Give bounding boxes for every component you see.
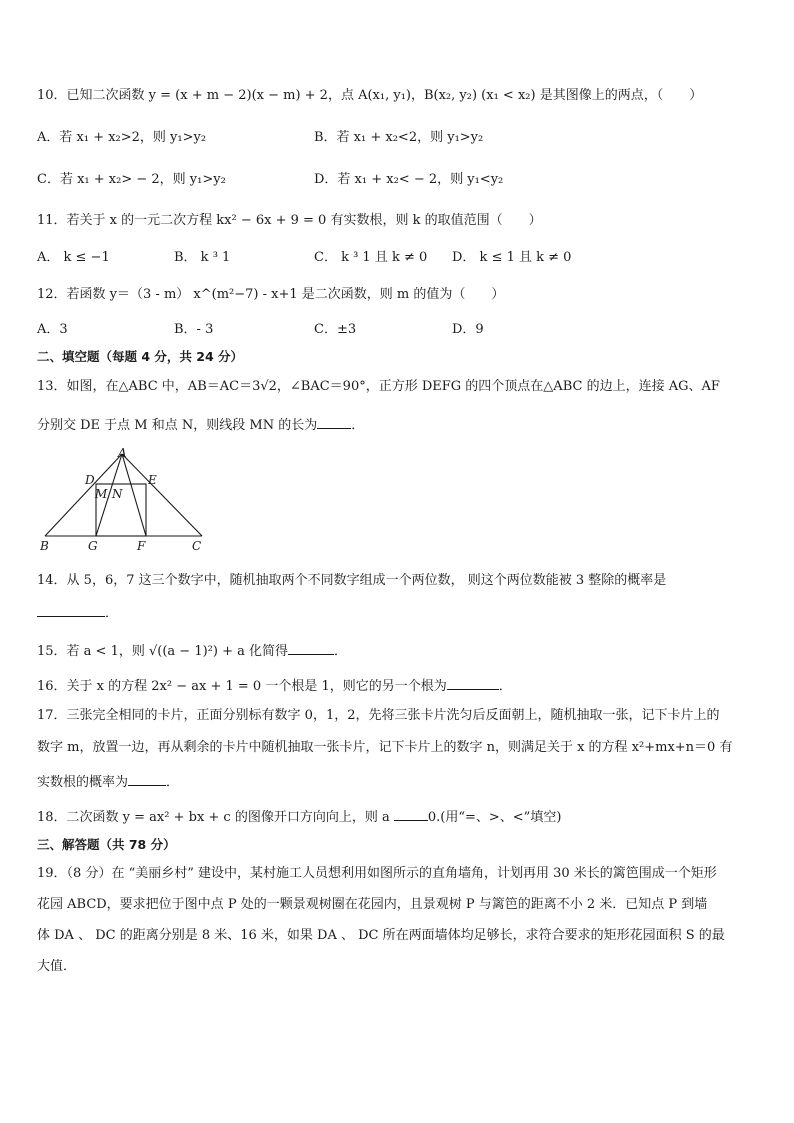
- q10-option-c: C．若 x₁ + x₂> − 2，则 y₁>y₂: [37, 172, 226, 187]
- label-f: F: [137, 539, 146, 553]
- q12-stem: 12．若函数 y＝（3 - m） x^(m²−7) - x+1 是二次函数，则 m 的值为（ ）: [37, 287, 505, 302]
- q18-line: [37, 806, 764, 828]
- label-a: A: [118, 446, 127, 460]
- q16-text: 16．关于 x 的方程 2x² − ax + 1 = 0 一个根是 1，则它的另一个根为: [37, 679, 447, 694]
- q13-end: ．: [351, 418, 365, 433]
- q16-end: ．: [498, 679, 512, 694]
- q18-answer-blank[interactable]: [394, 806, 428, 821]
- label-g: G: [88, 539, 98, 553]
- q15-answer-blank[interactable]: [288, 640, 334, 655]
- q11-option-d: D． k ≤ 1 且 k ≠ 0: [452, 250, 572, 265]
- q13-answer-blank[interactable]: [317, 414, 351, 429]
- q18-end: 0.(用“=、>、<”填空): [427, 810, 562, 825]
- label-d: D: [85, 473, 95, 487]
- q16-line: [37, 675, 764, 697]
- q17-end: ．: [166, 775, 180, 790]
- q14-line-2: [37, 602, 764, 624]
- q12-option-d: D．9: [452, 322, 484, 337]
- q12-option-a: A．3: [37, 322, 68, 337]
- q15-line: [37, 640, 764, 662]
- q17-line-1: 17．三张完全相同的卡片，正面分别标有数字 0，1，2，先将三张卡片洗匀后反面朝上，随机抽取一张，记下卡片上的: [37, 708, 720, 723]
- q17-line-3: [37, 771, 764, 793]
- label-m: M: [95, 487, 108, 501]
- q10-stem: 10．已知二次函数 y = (x + m − 2)(x − m) + 2，点 A(x₁, y₁)，B(x₂, y₂) (x₁ < x₂) 是其图像上的两点，（ ）: [37, 88, 703, 103]
- q13-line-2: [37, 414, 764, 436]
- q11-option-a: A． k ≤ −1: [37, 250, 110, 265]
- q17-line-2: 数字 m，放置一边，再从剩余的卡片中随机抽取一张卡片，记下卡片上的数字 n，则满足关于 x 的方程 x²+mx+n＝0 有: [37, 740, 733, 755]
- q19-line-2: 花园 ABCD，要求把位于图中点 P 处的一颗景观树圈在花园内，且景观树 P 与篱笆的距离不小 2 米．已知点 P 到墙: [37, 897, 708, 912]
- q19-line-4: 大值．: [37, 959, 77, 974]
- q13-text: 分别交 DE 于点 M 和点 N，则线段 MN 的长为: [37, 418, 318, 433]
- q19-line-3: 体 DA 、 DC 的距离分别是 8 米、16 米，如果 DA 、 DC 所在两面墙体均足够长，求符合要求的矩形花园面积 S 的最: [37, 928, 725, 943]
- label-b: B: [40, 539, 49, 553]
- q10-option-b: B．若 x₁ + x₂<2，则 y₁>y₂: [314, 130, 484, 145]
- q10-option-d: D．若 x₁ + x₂< − 2，则 y₁<y₂: [314, 172, 504, 187]
- q17-text: 实数根的概率为: [37, 775, 129, 790]
- q11-option-b: B． k ³ 1: [174, 250, 231, 265]
- q11-option-c: C． k ³ 1 且 k ≠ 0: [314, 250, 428, 265]
- q10-option-a: A．若 x₁ + x₂>2，则 y₁>y₂: [37, 130, 207, 145]
- label-e: E: [148, 473, 157, 487]
- q15-text: 15．若 a < 1，则 √((a − 1)²) + a 化简得: [37, 644, 288, 659]
- q12-option-c: C．±3: [314, 322, 357, 337]
- q13-triangle-figure: [40, 446, 212, 556]
- section-answer-title: 三、解答题（共 78 分）: [37, 837, 176, 852]
- q14-answer-blank[interactable]: [37, 602, 105, 617]
- q11-stem: 11．若关于 x 的一元二次方程 kx² − 6x + 9 = 0 有实数根，则 k 的取值范围（ ）: [37, 213, 542, 228]
- q15-end: ．: [334, 644, 348, 659]
- q19-line-1: 19．（8 分）在 “美丽乡村” 建设中，某村施工人员想利用如图所示的直角墙角，计划再用 30 米长的篱笆围成一个矩形: [37, 866, 717, 881]
- triangle-diagram: [40, 446, 212, 556]
- q18-text: 18．二次函数 y = ax² + bx + c 的图像开口方向向上，则 a: [37, 810, 390, 825]
- q12-option-b: B．- 3: [174, 322, 214, 337]
- label-c: C: [192, 539, 202, 553]
- section-fill-in-title: 二、填空题（每题 4 分，共 24 分）: [37, 349, 244, 364]
- label-n: N: [112, 487, 123, 501]
- side-ab: [45, 454, 122, 536]
- q14-line-1: 14．从 5，6，7 这三个数字中，随机抽取两个不同数字组成一个两位数， 则这个两位数能被 3 整除的概率是: [37, 573, 667, 588]
- q14-end: ．: [105, 606, 119, 621]
- q17-answer-blank[interactable]: [128, 771, 166, 786]
- q13-line-1: 13．如图，在△ABC 中，AB＝AC＝3√2，∠BAC＝90°，正方形 DEFG 的四个顶点在△ABC 的边上，连接 AG、AF: [37, 379, 720, 394]
- q16-answer-blank[interactable]: [447, 675, 499, 690]
